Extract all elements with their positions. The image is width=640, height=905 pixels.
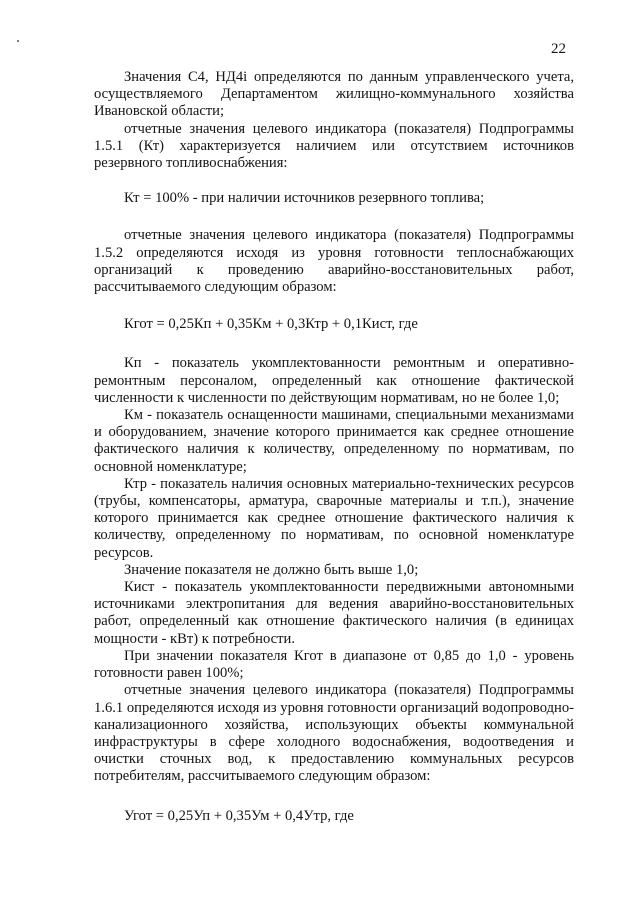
paragraph-indicator-1-5-1: отчетные значения целевого индикатора (показателя) Подпрограммы 1.5.1 (Кт) характеризуется наличием или отсутствием источников резервного топливоснабжения: — [94, 120, 574, 172]
formula-ugot: Угот = 0,25Уп + 0,35Ум + 0,4Утр, где — [124, 807, 354, 824]
definition-kp: Кп - показатель укомплектованности ремонтным и оперативно-ремонтным персоналом, определенный как отношение фактической численности к численности по действующим нормативам, но не более 1,0; — [94, 355, 574, 406]
formula-kt: Кт = 100% - при наличии источников резервного топлива; — [124, 190, 485, 207]
page-number: 22 — [551, 41, 566, 57]
definition-kist: Кист - показатель укомплектованности передвижными автономными источниками электропитания для ведения аварийно-восстановительных работ, определенный как отношение фактического наличия (в единицах мощности - кВт) к потребности. — [94, 579, 574, 647]
paragraph-limit: Значение показателя не должно быть выше 1,0; — [124, 561, 419, 578]
definition-km: Км - показатель оснащенности машинами, специальными механизмами и оборудованием, значение которого принимается как среднее отношение фактического наличия к количеству, определенному по нормативам, по основной номенклатуре; — [94, 407, 574, 475]
paragraph-indicator-1-6-1: отчетные значения целевого индикатора (показателя) Подпрограммы 1.6.1 определяются исходя из уровня готовности организаций водопроводно-канализационного хозяйства, использующих объекты коммунальной инфраструктуры в сфере холодного водоснабжения, водоотведения и очистки сточных вод, к предоставлению коммунальных ресурсов потребителям, рассчитываемого следующим образом: — [94, 682, 574, 785]
definition-ktr: Ктр - показатель наличия основных материально-технических ресурсов (трубы, компенсаторы, арматура, сварочные материалы и т.п.), значение которого принимается как среднее отношение фактического наличия к количеству, определенному по нормативам, по основной номенклатуре ресурсов. — [94, 475, 574, 561]
formula-kgot: Кгот = 0,25Кп + 0,35Км + 0,3Ктр + 0,1Кист, где — [124, 316, 418, 333]
paragraph-readiness-level: При значении показателя Кгот в диапазоне от 0,85 до 1,0 - уровень готовности равен 100%; — [94, 647, 574, 682]
document-body — [94, 69, 574, 825]
paragraph-c4-nd4i: Значения С4, НД4i определяются по данным управленческого учета, осуществляемого Департаментом жилищно-коммунального хозяйства Ивановской области; — [94, 69, 574, 120]
paragraph-indicator-1-5-2: отчетные значения целевого индикатора (показателя) Подпрограммы 1.5.2 определяются исходя из уровня готовности теплоснабжающих организаций к проведению аварийно-восстановительных работ, рассчитываемого следующим образом: — [94, 227, 574, 296]
scan-speck — [17, 40, 19, 42]
